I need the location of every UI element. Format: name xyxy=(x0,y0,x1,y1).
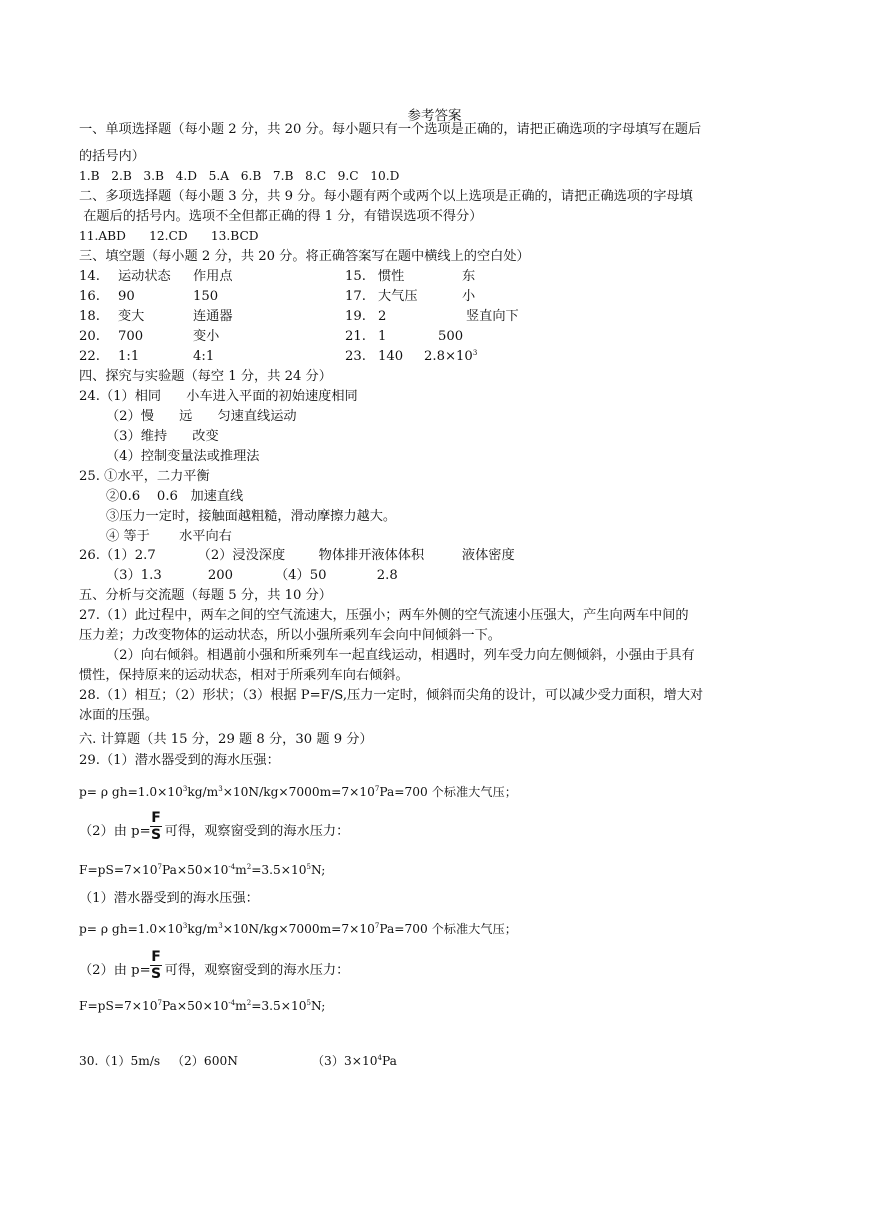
section-1-header-cont: 的括号内） xyxy=(79,149,145,164)
answer-cell: 700 xyxy=(118,329,144,344)
answer-cell: 1:1 xyxy=(118,349,140,364)
section-5-header: 五、分析与交流题（每题 5 分，共 10 分） xyxy=(79,588,332,603)
section-2-header-cont: 在题后的括号内。选项不全但都正确的得 1 分，有错误选项不得分） xyxy=(79,209,483,224)
q28-line2: 冰面的压强。 xyxy=(79,708,159,723)
answer-cell: 小 xyxy=(462,289,476,304)
section-1-answers: 1.B 2.B 3.B 4.D 5.A 6.B 7.B 8.C 9.C 10.D xyxy=(79,169,400,183)
answer-cell: 2 xyxy=(378,309,387,324)
answer-cell: 变小 xyxy=(193,329,220,344)
answer-cell: 500 xyxy=(438,329,464,344)
question-number: 21. xyxy=(345,329,366,344)
answer-cell: 大气压 xyxy=(378,289,418,304)
q25-line-3: ③压力一定时，接触面越粗糙，滑动摩擦力越大。 xyxy=(106,509,397,524)
answer-cell: 东 xyxy=(462,269,476,284)
q29-repeat-part2-label: （2）由 p= 可得，观察窗受到的海水压力： xyxy=(79,963,350,978)
answer-cell: 150 xyxy=(193,289,219,304)
answer-cell: 惯性 xyxy=(378,269,405,284)
fraction-f-over-s: $\frac{F}{S}$ xyxy=(150,949,162,982)
q27-part1-line2: 压力差；力改变物体的运动状态，所以小强所乘列车会向中间倾斜一下。 xyxy=(79,628,501,643)
answer-cell: 竖直向下 xyxy=(466,309,519,324)
answer-cell: 90 xyxy=(118,289,135,304)
fraction-f-over-s: $\frac{F}{S}$ xyxy=(150,810,162,843)
section-3-header: 三、填空题（每小题 2 分，共 20 分。将正确答案写在题中横线上的空白处） xyxy=(79,249,530,264)
section-2-header: 二、多项选择题（每小题 3 分，共 9 分。每小题有两个或两个以上选项是正确的，请把正确选项的字母填 xyxy=(79,189,693,204)
answer-cell: $2.8\times 10^3$ xyxy=(424,349,478,364)
answer-cell: 运动状态 xyxy=(118,269,171,284)
question-number: 20. xyxy=(79,329,100,344)
q29-repeat-part1-label: （1）潜水器受到的海水压强： xyxy=(79,891,259,906)
q25-line-1: 25. ①水平，二力平衡 xyxy=(79,469,210,484)
q28-line1: 28.（1）相互；（2）形状；（3）根据 P=F/S,压力一定时，倾斜而尖角的设计，可以减少受力面积，增大对 xyxy=(79,688,704,703)
q24-line-4: （4）控制变量法或推理法 xyxy=(106,449,260,464)
pressure-formula: p= ρ $gh=1.0\times 10^3kg/m^3\times 10N/kg\times 7000m=7\times 10^7Pa=700$ 个标准大气压； xyxy=(79,785,517,799)
question-number: 15. xyxy=(345,269,366,284)
q25-line-2: ②0.6 0.6 加速直线 xyxy=(106,489,244,504)
answer-cell: 1 xyxy=(378,329,387,344)
q27-part2-line2: 惯性，保持原来的运动状态，相对于所乘列车向右倾斜。 xyxy=(79,668,409,683)
section-2-answers: 11.ABD 12.CD 13.BCD xyxy=(79,229,259,243)
q30-answers: 30.（1）5m/s （2）600N $(3)3\times 10^4Pa$ xyxy=(79,1054,397,1068)
question-number: 23. xyxy=(345,349,366,364)
answer-cell: 变大 xyxy=(118,309,145,324)
answer-cell: 连通器 xyxy=(193,309,233,324)
section-6-header: 六. 计算题（共 15 分，29 题 8 分，30 题 9 分） xyxy=(79,732,373,747)
answer-cell: 4:1 xyxy=(193,349,215,364)
pressure-formula-repeat: p= ρ $gh=1.0\times 10^3kg/m^3\times 10N/kg\times 7000m=7\times 10^7Pa=700$ 个标准大气压； xyxy=(79,922,517,936)
force-formula-repeat: $F=pS=7\times 10^7Pa\times 50\times 10^{-4}m^2=3.5\times 10^5N$; xyxy=(79,999,326,1013)
question-number: 16. xyxy=(79,289,100,304)
q27-part1-line1: 27.（1）此过程中，两车之间的空气流速大，压强小；两车外侧的空气流速小压强大，产生向两车中间的 xyxy=(79,608,689,623)
question-number: 14. xyxy=(79,269,100,284)
q26-line-1: 26.（1）2.7 （2）浸没深度 物体排开液体体积 液体密度 xyxy=(79,548,515,563)
answer-cell: 作用点 xyxy=(193,269,233,284)
question-number: 17. xyxy=(345,289,366,304)
q29-part1-label: 29.（1）潜水器受到的海水压强： xyxy=(79,753,280,768)
q24-line-1: 24.（1）相同 小车进入平面的初始速度相同 xyxy=(79,389,358,404)
page-title: 参考答案 xyxy=(407,108,462,124)
section-1-header: 一、单项选择题（每小题 2 分，共 20 分。每小题只有一个选项是正确的，请把正确选项的字母填写在题后 xyxy=(79,122,702,137)
q24-line-3: （3）维持 改变 xyxy=(106,429,219,444)
q26-line-2: （3）1.3 200 （4）50 2.8 xyxy=(106,568,398,583)
q24-line-2: （2）慢 远 匀速直线运动 xyxy=(106,409,297,424)
force-formula: $F=pS=7\times 10^7Pa\times 50\times 10^{-4}m^2=3.5\times 10^5N$; xyxy=(79,863,326,877)
section-4-header: 四、探究与实验题（每空 1 分，共 24 分） xyxy=(79,369,332,384)
q27-part2-line1: （2）向右倾斜。相遇前小强和所乘列车一起直线运动，相遇时，列车受力向左侧倾斜，小强由于具有 xyxy=(106,648,695,663)
question-number: 19. xyxy=(345,309,366,324)
question-number: 22. xyxy=(79,349,100,364)
question-number: 18. xyxy=(79,309,100,324)
q29-part2-label: （2）由 p= 可得，观察窗受到的海水压力： xyxy=(79,824,350,839)
q25-line-4: ④ 等于 水平向右 xyxy=(106,529,232,544)
answer-cell: 140 xyxy=(378,349,404,364)
